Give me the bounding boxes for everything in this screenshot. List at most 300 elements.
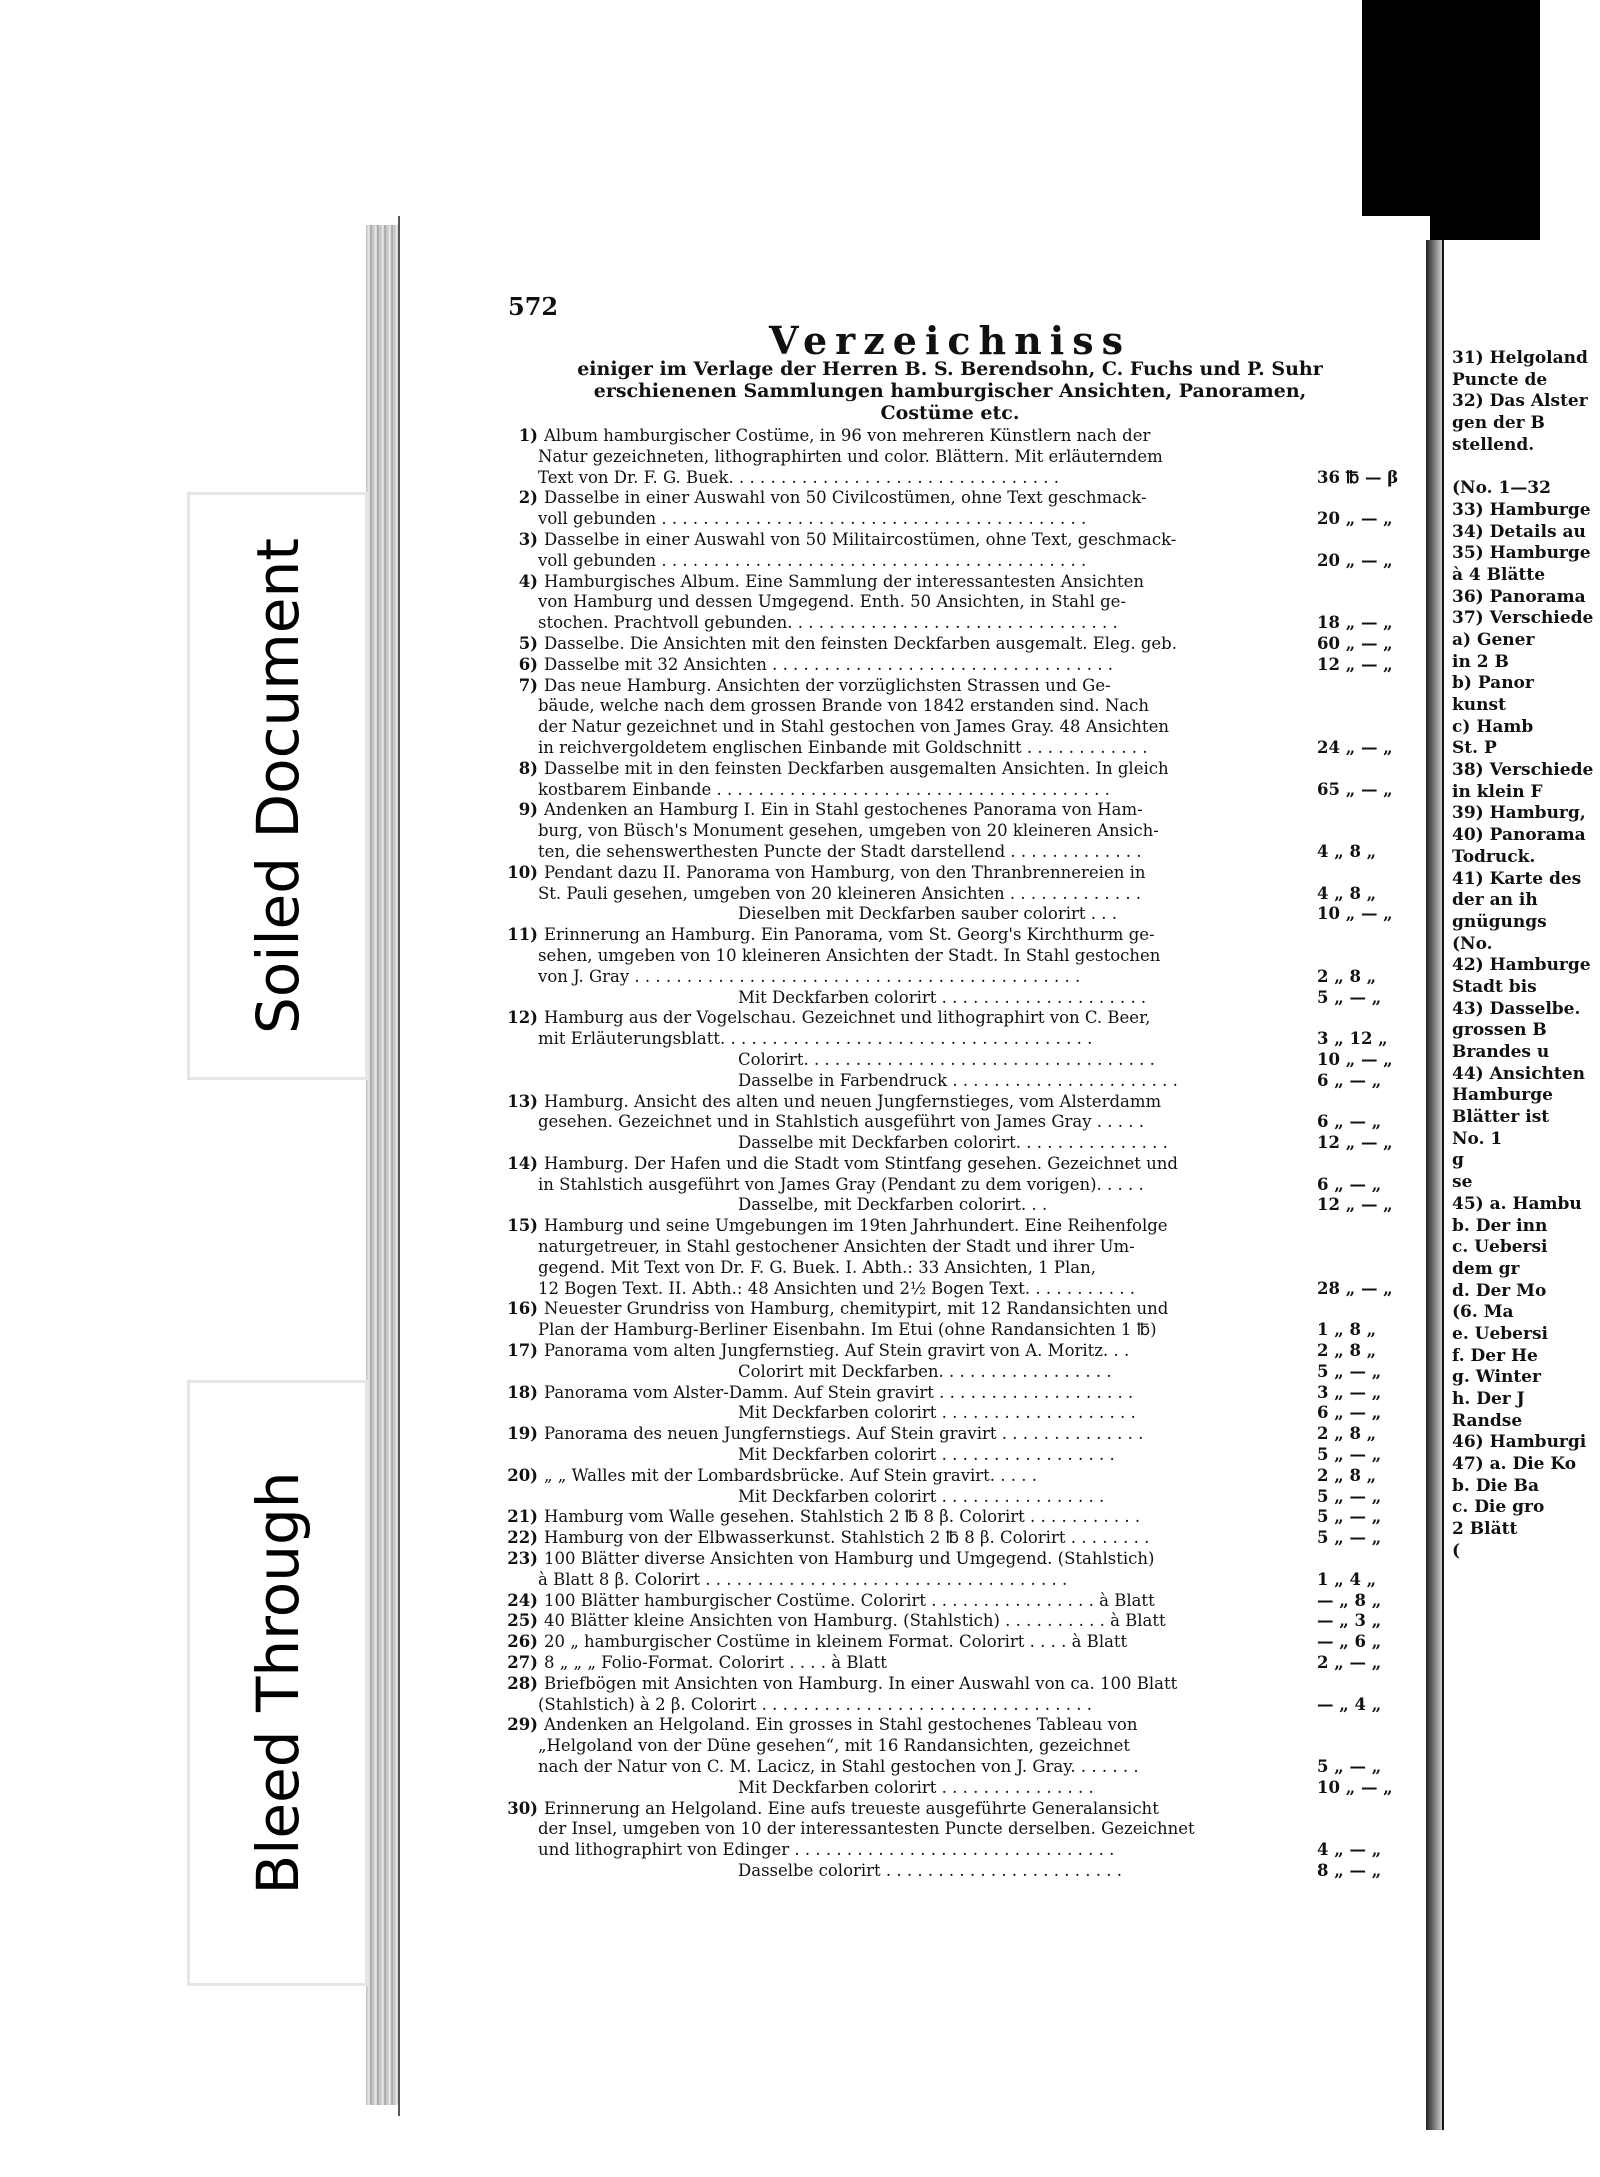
entry-price: 5 „ — „ xyxy=(1317,1528,1382,1548)
right-page-line: kunst xyxy=(1452,695,1506,715)
entry-number: 9) xyxy=(518,800,538,820)
entry-number: 26) xyxy=(507,1632,538,1652)
entry-price: 12 „ — „ xyxy=(1317,1195,1393,1215)
page-title: Verzeichniss xyxy=(769,318,1131,363)
entry-text: Colorirt mit Deckfarben. . . . . . . . . . . . . . . . . xyxy=(738,1361,1112,1381)
entry-price: 5 „ — „ xyxy=(1317,1445,1382,1465)
entry-text: St. Pauli gesehen, umgeben von 20 kleineren Ansichten . . . . . . . . . . . . . xyxy=(538,883,1142,903)
right-page-line: 31) Helgoland xyxy=(1452,348,1588,368)
entry-line xyxy=(500,426,1415,447)
entry-text: kostbarem Einbande . . . . . . . . . . . . . . . . . . . . . . . . . . . . . . . . . . . . . . xyxy=(538,779,1110,799)
right-page-line: der an ih xyxy=(1452,890,1538,911)
catalog-entry xyxy=(500,1799,1415,1882)
entry-price: 65 „ — „ xyxy=(1317,779,1393,799)
entry-price: 1 „ 8 „ xyxy=(1317,1320,1377,1340)
entry-line xyxy=(500,1695,1415,1716)
catalog-entry xyxy=(500,1632,1415,1653)
entry-line xyxy=(500,1133,1415,1154)
entry-price: — „ 3 „ xyxy=(1317,1611,1382,1631)
entry-text: Mit Deckfarben colorirt . . . . . . . . . . . . . . . . . xyxy=(738,1445,1115,1465)
entry-price: 6 „ — „ xyxy=(1317,1174,1382,1194)
entry-line xyxy=(500,1195,1415,1216)
entry-line xyxy=(500,634,1415,655)
catalog-entry xyxy=(500,655,1415,676)
right-page-line: grossen B xyxy=(1452,1020,1547,1041)
right-page-line: dem gr xyxy=(1452,1258,1520,1279)
entry-text: Hamburg aus der Vogelschau. Gezeichnet und lithographirt von C. Beer, xyxy=(544,1008,1151,1028)
entry-number: 10) xyxy=(507,862,538,882)
catalog-entry xyxy=(500,1341,1415,1383)
right-page-line: 37) Verschiede xyxy=(1452,608,1594,629)
catalog-entry xyxy=(500,1299,1415,1341)
entry-line xyxy=(500,1778,1415,1799)
entry-line xyxy=(500,1528,1415,1549)
entry-number: 12) xyxy=(507,1008,538,1028)
entry-line xyxy=(500,1611,1415,1632)
right-page-line: Randse xyxy=(1452,1410,1523,1431)
entry-line xyxy=(500,1216,1415,1237)
entry-text: Hamburg. Der Hafen und die Stadt vom Stintfang gesehen. Gezeichnet und xyxy=(544,1153,1178,1173)
right-page-line: 41) Karte des xyxy=(1452,868,1582,889)
entry-number: 15) xyxy=(507,1216,538,1236)
entry-number: 4) xyxy=(518,571,538,591)
entry-number: 8) xyxy=(518,758,538,778)
catalog-entry xyxy=(500,1383,1415,1425)
entry-number: 19) xyxy=(507,1424,538,1444)
right-page-line: 36) Panorama xyxy=(1452,586,1586,607)
entry-text: Hamburg und seine Umgebungen im 19ten Jahrhundert. Eine Reihenfolge xyxy=(544,1216,1168,1236)
entry-line xyxy=(500,530,1415,551)
entry-line xyxy=(500,1112,1415,1133)
entry-line xyxy=(500,1320,1415,1341)
entry-text: Dieselben mit Deckfarben sauber colorirt . . . xyxy=(738,904,1117,924)
entry-text: voll gebunden . . . . . . . . . . . . . . . . . . . . . . . . . . . . . . . . . . . . . . . . . xyxy=(538,550,1087,570)
entry-text: Plan der Hamburg-Berliner Eisenbahn. Im Etui (ohne Randansichten 1 ℔) xyxy=(538,1320,1157,1340)
entry-line xyxy=(500,1736,1415,1757)
right-page-line: se xyxy=(1452,1172,1473,1193)
right-page-line: in klein F xyxy=(1452,781,1543,802)
entry-price: 12 „ — „ xyxy=(1317,654,1393,674)
entry-text: bäude, welche nach dem grossen Brande von 1842 erstanden sind. Nach xyxy=(538,696,1150,716)
subtitle-line: einiger im Verlage der Herren B. S. Berendsohn, C. Fuchs und P. Suhr xyxy=(577,358,1323,380)
right-page-line: a) Gener xyxy=(1452,629,1535,650)
book-gutter xyxy=(1426,240,1442,2130)
entry-line xyxy=(500,1154,1415,1175)
right-page-line: 38) Verschiede xyxy=(1452,760,1594,781)
catalog-entry xyxy=(500,530,1415,572)
entry-text: Erinnerung an Hamburg. Ein Panorama, vom St. Georg's Kirchthurm ge- xyxy=(544,925,1155,945)
entry-line xyxy=(500,842,1415,863)
right-page-line: Puncte de xyxy=(1452,369,1548,390)
catalog-entry xyxy=(500,759,1415,801)
entry-price: 2 „ 8 „ xyxy=(1317,966,1377,986)
right-page-line: h. Der J xyxy=(1452,1389,1525,1409)
right-page-line: 40) Panorama xyxy=(1452,825,1586,846)
right-page-line: g. Winter xyxy=(1452,1367,1541,1388)
catalog-entry xyxy=(500,1466,1415,1508)
right-page-line: 45) a. Hambu xyxy=(1452,1193,1582,1214)
catalog-entry xyxy=(500,1507,1415,1528)
entry-price: 2 „ 8 „ xyxy=(1317,1341,1377,1361)
entry-line xyxy=(500,1487,1415,1508)
right-page-line: 47) a. Die Ko xyxy=(1452,1454,1577,1475)
entry-text: Panorama vom alten Jungfernstieg. Auf Stein gravirt von A. Moritz. . . xyxy=(544,1341,1130,1361)
entry-text: Dasselbe. Die Ansichten mit den feinsten Deckfarben ausgemalt. Eleg. geb. xyxy=(544,633,1177,653)
right-page-line: gen der B xyxy=(1452,413,1545,434)
entry-text: Dasselbe in einer Auswahl von 50 Civilcostümen, ohne Text geschmack- xyxy=(544,488,1147,508)
entry-price: 10 „ — „ xyxy=(1317,904,1393,924)
subtitle-line: erschienenen Sammlungen hamburgischer Ansichten, Panoramen, xyxy=(593,380,1307,402)
right-page-line: b. Die Ba xyxy=(1452,1475,1540,1496)
entry-text: Mit Deckfarben colorirt . . . . . . . . . . . . . . . . . . . xyxy=(738,1403,1136,1423)
entry-price: 60 „ — „ xyxy=(1317,633,1393,653)
entry-line xyxy=(500,884,1415,905)
entry-text: Dasselbe mit Deckfarben colorirt. . . . . . . . . . . . . . . xyxy=(738,1133,1168,1153)
entry-text: der Natur gezeichnet und in Stahl gestochen von James Gray. 48 Ansichten xyxy=(538,717,1169,737)
entry-number: 16) xyxy=(507,1299,538,1319)
right-page-line: 2 Blätt xyxy=(1452,1519,1518,1540)
entry-price: 6 „ — „ xyxy=(1317,1112,1382,1132)
entry-text: burg, von Büsch's Monument gesehen, umgeben von 20 kleineren Ansich- xyxy=(538,821,1159,841)
entry-line xyxy=(500,967,1415,988)
entry-line xyxy=(500,592,1415,613)
entry-price: 6 „ — „ xyxy=(1317,1070,1382,1090)
entry-line xyxy=(500,676,1415,697)
entry-text: gesehen. Gezeichnet und in Stahlstich ausgeführt von James Gray . . . . . xyxy=(538,1112,1145,1132)
right-page-line: 32) Das Alster xyxy=(1452,391,1588,412)
right-page-line: b) Panor xyxy=(1452,673,1534,694)
entry-text: Dasselbe in Farbendruck . . . . . . . . . . . . . . . . . . . . . . xyxy=(738,1070,1178,1090)
entry-text: Briefbögen mit Ansichten von Hamburg. In einer Auswahl von ca. 100 Blatt xyxy=(544,1673,1178,1693)
catalog-entry xyxy=(500,1528,1415,1549)
entry-text: Album hamburgischer Costüme, in 96 von mehreren Künstlern nach der xyxy=(544,426,1151,445)
entry-line xyxy=(500,1029,1415,1050)
entry-price: 24 „ — „ xyxy=(1317,737,1393,757)
entry-line xyxy=(500,1653,1415,1674)
entry-line xyxy=(500,925,1415,946)
entry-line xyxy=(500,800,1415,821)
entry-text: „ „ Walles mit der Lombardsbrücke. Auf Stein gravirt. . . . . xyxy=(544,1465,1038,1485)
entry-price: 36 ℔ — β xyxy=(1317,467,1399,487)
entry-line xyxy=(500,1715,1415,1736)
entry-text: Dasselbe mit in den feinsten Deckfarben ausgemalten Ansichten. In gleich xyxy=(544,758,1169,778)
right-page-line: c. Die gro xyxy=(1452,1497,1545,1518)
entry-line xyxy=(500,946,1415,967)
entry-text: Andenken an Helgoland. Ein grosses in Stahl gestochenes Tableau von xyxy=(544,1715,1138,1735)
entry-text: der Insel, umgeben von 10 der interessantesten Puncte derselben. Gezeichnet xyxy=(538,1819,1195,1839)
entry-price: 6 „ — „ xyxy=(1317,1403,1382,1423)
entry-text: und lithographirt von Edinger . . . . . . . . . . . . . . . . . . . . . . . . . . . . . . . xyxy=(538,1840,1115,1860)
page-edge-stack xyxy=(366,225,398,2105)
right-page-line: à 4 Blätte xyxy=(1452,564,1546,585)
entry-line xyxy=(500,1445,1415,1466)
soiled-document-label-text: Soiled Document xyxy=(243,538,312,1034)
entry-text: Neuester Grundriss von Hamburg, chemitypirt, mit 12 Randansichten und xyxy=(544,1299,1169,1319)
entry-text: von Hamburg und dessen Umgegend. Enth. 50 Ansichten, in Stahl ge- xyxy=(538,592,1127,612)
catalog-entry xyxy=(500,1611,1415,1632)
entry-text: nach der Natur von C. M. Lacicz, in Stahl gestochen von J. Gray. . . . . . . xyxy=(538,1757,1139,1776)
entry-price: 8 „ — „ xyxy=(1317,1860,1382,1880)
entry-text: Panorama vom Alster-Damm. Auf Stein gravirt . . . . . . . . . . . . . . . . . . . xyxy=(544,1382,1134,1402)
catalog-entry xyxy=(500,488,1415,530)
entry-number: 6) xyxy=(518,654,538,674)
entry-price: 3 „ — „ xyxy=(1317,1382,1382,1402)
entry-price: 2 „ 8 „ xyxy=(1317,1465,1377,1485)
entry-text: Hamburg. Ansicht des alten und neuen Jungfernstieges, vom Alsterdamm xyxy=(544,1091,1162,1111)
right-page-line xyxy=(1452,456,1593,478)
entry-number: 28) xyxy=(507,1673,538,1693)
catalog-entry xyxy=(500,925,1415,1008)
catalog-entry xyxy=(500,1424,1415,1466)
catalog-entry xyxy=(500,572,1415,634)
entry-line xyxy=(500,1799,1415,1820)
entry-line xyxy=(500,488,1415,509)
entry-line xyxy=(500,1424,1415,1445)
entry-text: (Stahlstich) à 2 β. Colorirt . . . . . . . . . . . . . . . . . . . . . . . . . . . . . . . . xyxy=(538,1694,1093,1714)
right-page-line: c) Hamb xyxy=(1452,716,1534,737)
entry-line xyxy=(500,1632,1415,1653)
catalog-entry xyxy=(500,1216,1415,1299)
entry-price: 12 „ — „ xyxy=(1317,1133,1393,1153)
entry-price: 3 „ 12 „ xyxy=(1317,1029,1388,1049)
entry-number: 3) xyxy=(518,529,538,549)
entry-text: Dasselbe in einer Auswahl von 50 Militaircostümen, ohne Text, geschmack- xyxy=(544,529,1177,549)
entry-number: 21) xyxy=(507,1507,538,1527)
right-page-line: ( xyxy=(1452,1540,1461,1561)
page-subtitle xyxy=(500,358,1400,424)
entry-text: von J. Gray . . . . . . . . . . . . . . . . . . . . . . . . . . . . . . . . . . . . . . . . . . . xyxy=(538,966,1081,986)
entry-text: 12 Bogen Text. II. Abth.: 48 Ansichten und 2½ Bogen Text. . . . . . . . . . . xyxy=(538,1278,1136,1298)
right-page-line: 39) Hamburg, xyxy=(1452,803,1586,824)
entry-price: — „ 6 „ xyxy=(1317,1632,1382,1652)
entry-line xyxy=(500,1507,1415,1528)
entry-number: 13) xyxy=(507,1091,538,1111)
catalog-entry xyxy=(500,1591,1415,1612)
entry-line xyxy=(500,1175,1415,1196)
entry-price: 2 „ — „ xyxy=(1317,1653,1382,1673)
entry-text: Panorama des neuen Jungfernstiegs. Auf Stein gravirt . . . . . . . . . . . . . . xyxy=(544,1424,1144,1444)
right-page-line: 43) Dasselbe. xyxy=(1452,998,1581,1019)
right-page-line: Brandes u xyxy=(1452,1042,1550,1062)
page-number: 572 xyxy=(508,292,559,321)
soiled-document-label xyxy=(190,495,365,1077)
entry-line xyxy=(500,1570,1415,1591)
entry-price: 5 „ — „ xyxy=(1317,1486,1382,1506)
right-page-line: gnügungs xyxy=(1452,911,1547,932)
entry-line xyxy=(500,572,1415,593)
entry-number: 17) xyxy=(507,1341,538,1361)
entry-line xyxy=(500,1383,1415,1404)
entry-line xyxy=(500,1466,1415,1487)
entry-number: 11) xyxy=(507,925,538,945)
entry-price: 4 „ 8 „ xyxy=(1317,841,1377,861)
entry-text: Text von Dr. F. G. Buek. . . . . . . . . . . . . . . . . . . . . . . . . . . . . . . . xyxy=(538,467,1059,487)
entry-line xyxy=(500,1674,1415,1695)
entry-line xyxy=(500,1549,1415,1570)
entry-number: 1) xyxy=(518,426,538,445)
entry-line xyxy=(500,447,1415,468)
right-page-line: 34) Details au xyxy=(1452,521,1586,542)
bleed-through-label xyxy=(190,1383,365,1983)
entry-price: 28 „ — „ xyxy=(1317,1278,1393,1298)
entry-text: Andenken an Hamburg I. Ein in Stahl gestochenes Panorama von Ham- xyxy=(544,800,1143,820)
entry-line xyxy=(500,509,1415,530)
entry-line xyxy=(500,1279,1415,1300)
entry-line xyxy=(500,1299,1415,1320)
right-page-line: Stadt bis xyxy=(1452,976,1537,997)
entry-price: 5 „ — „ xyxy=(1317,987,1382,1007)
entry-text: Hamburgisches Album. Eine Sammlung der interessantesten Ansichten xyxy=(544,571,1144,591)
entry-line xyxy=(500,1050,1415,1071)
entry-price: 1 „ 4 „ xyxy=(1317,1569,1377,1589)
entry-text: 40 Blätter kleine Ansichten von Hamburg. (Stahlstich) . . . . . . . . . . à Blatt xyxy=(544,1611,1166,1631)
entry-text: ten, die sehenswerthesten Puncte der Stadt darstellend . . . . . . . . . . . . . xyxy=(538,841,1142,861)
catalog-entry xyxy=(500,634,1415,655)
right-page-line: (No. 1—32 xyxy=(1452,478,1551,499)
entry-price: 5 „ — „ xyxy=(1317,1507,1382,1527)
entry-line xyxy=(500,696,1415,717)
subtitle-line: Costüme etc. xyxy=(880,402,1020,424)
entry-line xyxy=(500,468,1415,489)
right-page-line: stellend. xyxy=(1452,434,1535,455)
entry-line xyxy=(500,1362,1415,1383)
entry-line xyxy=(500,1861,1415,1882)
right-page-line: 46) Hamburgi xyxy=(1452,1432,1587,1453)
entry-price: — „ 4 „ xyxy=(1317,1694,1382,1714)
entry-number: 30) xyxy=(507,1798,538,1818)
entry-number: 7) xyxy=(518,675,538,695)
entry-line xyxy=(500,655,1415,676)
entry-price: 4 „ — „ xyxy=(1317,1840,1382,1860)
entry-number: 5) xyxy=(518,633,538,653)
entry-text: 20 „ hamburgischer Costüme in kleinem Format. Colorirt . . . . à Blatt xyxy=(544,1632,1128,1652)
catalog-entry xyxy=(500,1549,1415,1591)
entry-text: Hamburg vom Walle gesehen. Stahlstich 2 ℔ 8 β. Colorirt . . . . . . . . . . . xyxy=(544,1507,1141,1527)
entry-line xyxy=(500,1403,1415,1424)
entry-text: Pendant dazu II. Panorama von Hamburg, von den Thranbrennereien in xyxy=(544,862,1146,882)
catalog-entry xyxy=(500,863,1415,925)
entry-text: Mit Deckfarben colorirt . . . . . . . . . . . . . . . xyxy=(738,1777,1094,1797)
entry-line xyxy=(500,1008,1415,1029)
entry-text: Mit Deckfarben colorirt . . . . . . . . . . . . . . . . . . . . xyxy=(738,987,1147,1007)
entry-price: 5 „ — „ xyxy=(1317,1757,1382,1776)
entry-price: 2 „ 8 „ xyxy=(1317,1424,1377,1444)
entry-line xyxy=(500,1071,1415,1092)
entry-text: 100 Blätter diverse Ansichten von Hamburg und Umgegend. (Stahlstich) xyxy=(544,1549,1155,1569)
right-page xyxy=(1442,240,1600,2130)
entry-text: 8 „ „ „ Folio-Format. Colorirt . . . . à Blatt xyxy=(544,1653,887,1673)
entry-line xyxy=(500,1819,1415,1840)
entry-text: 100 Blätter hamburgischer Costüme. Colorirt . . . . . . . . . . . . . . . . à Blatt xyxy=(544,1590,1155,1610)
right-page-line: St. P xyxy=(1452,738,1497,759)
entry-text: Dasselbe mit 32 Ansichten . . . . . . . . . . . . . . . . . . . . . . . . . . . . . . . . . xyxy=(544,654,1113,674)
right-page-line: g xyxy=(1452,1150,1464,1171)
entry-number: 2) xyxy=(518,488,538,508)
entry-line xyxy=(500,1591,1415,1612)
entry-text: gegend. Mit Text von Dr. F. G. Buek. I. Abth.: 33 Ansichten, 1 Plan, xyxy=(538,1257,1096,1277)
entry-text: in Stahlstich ausgeführt von James Gray (Pendant zu dem vorigen). . . . . xyxy=(538,1174,1144,1194)
entry-number: 22) xyxy=(507,1528,538,1548)
entry-number: 29) xyxy=(507,1715,538,1735)
entry-line xyxy=(500,1341,1415,1362)
catalog-entry xyxy=(500,426,1415,488)
entry-text: Mit Deckfarben colorirt . . . . . . . . . . . . . . . . xyxy=(738,1486,1105,1506)
entry-text: „Helgoland von der Düne gesehen“, mit 16 Randansichten, gezeichnet xyxy=(538,1736,1131,1756)
right-page-line: Blätter ist xyxy=(1452,1107,1550,1128)
entry-line xyxy=(500,863,1415,884)
right-page-line: No. 1 xyxy=(1452,1128,1503,1149)
entry-line xyxy=(500,1757,1415,1778)
entry-price: 18 „ — „ xyxy=(1317,613,1393,633)
right-page-line: in 2 B xyxy=(1452,651,1509,672)
entry-number: 24) xyxy=(507,1590,538,1610)
entry-text: à Blatt 8 β. Colorirt . . . . . . . . . . . . . . . . . . . . . . . . . . . . . . . . . . . xyxy=(538,1569,1068,1589)
entry-line xyxy=(500,1840,1415,1861)
entry-price: 5 „ — „ xyxy=(1317,1361,1382,1381)
entry-line xyxy=(500,551,1415,572)
right-page-line: 35) Hamburge xyxy=(1452,543,1591,564)
entry-line xyxy=(500,759,1415,780)
right-page-line: (6. Ma xyxy=(1452,1302,1514,1323)
entry-number: 25) xyxy=(507,1611,538,1631)
entry-number: 27) xyxy=(507,1653,538,1673)
entry-number: 20) xyxy=(507,1465,538,1485)
entry-text: Dasselbe, mit Deckfarben colorirt. . . xyxy=(738,1195,1048,1215)
entry-text: stochen. Prachtvoll gebunden. . . . . . . . . . . . . . . . . . . . . . . . . . . . . . . . xyxy=(538,613,1118,633)
entry-line xyxy=(500,738,1415,759)
entry-text: sehen, umgeben von 10 kleineren Ansichten der Stadt. In Stahl gestochen xyxy=(538,945,1161,965)
entry-price: — „ 8 „ xyxy=(1317,1590,1382,1610)
catalog-entry xyxy=(500,1092,1415,1154)
entry-price: 20 „ — „ xyxy=(1317,550,1393,570)
right-page-line: 33) Hamburge xyxy=(1452,499,1591,520)
right-page-line: b. Der inn xyxy=(1452,1215,1548,1236)
entry-line xyxy=(500,613,1415,634)
catalog-entry xyxy=(500,1674,1415,1716)
entry-text: Natur gezeichneten, lithographirten und color. Blättern. Mit erläuterndem xyxy=(538,446,1163,466)
entry-line xyxy=(500,1258,1415,1279)
catalog-entry xyxy=(500,1154,1415,1216)
catalog-entries xyxy=(500,426,1415,1882)
catalog-entry xyxy=(500,1653,1415,1674)
right-page-line: f. Der He xyxy=(1452,1345,1538,1366)
entry-text: naturgetreuer, in Stahl gestochener Ansichten der Stadt und ihrer Um- xyxy=(538,1237,1135,1257)
entry-line xyxy=(500,821,1415,842)
right-page-line: 42) Hamburge xyxy=(1452,955,1591,976)
entry-text: Dasselbe colorirt . . . . . . . . . . . . . . . . . . . . . . . xyxy=(738,1860,1122,1880)
right-page-line: e. Uebersi xyxy=(1452,1323,1548,1344)
right-page-line: 44) Ansichten xyxy=(1452,1063,1585,1084)
entry-line xyxy=(500,1237,1415,1258)
entry-line xyxy=(500,780,1415,801)
entry-line xyxy=(500,988,1415,1009)
right-page-text xyxy=(1452,348,1593,1563)
right-page-line: d. Der Mo xyxy=(1452,1280,1547,1301)
right-page-line: (No. xyxy=(1452,933,1493,954)
entry-number: 18) xyxy=(507,1382,538,1402)
catalog-entry xyxy=(500,800,1415,862)
catalog-entry xyxy=(500,676,1415,759)
entry-price: 20 „ — „ xyxy=(1317,509,1393,529)
catalog-entry xyxy=(500,1008,1415,1091)
entry-price: 10 „ — „ xyxy=(1317,1049,1393,1069)
entry-number: 14) xyxy=(507,1153,538,1173)
entry-text: in reichvergoldetem englischen Einbande mit Goldschnitt . . . . . . . . . . . . xyxy=(538,737,1148,757)
right-page-line: c. Uebersi xyxy=(1452,1237,1548,1258)
entry-line xyxy=(500,904,1415,925)
right-page-line: Todruck. xyxy=(1452,846,1536,867)
entry-text: Das neue Hamburg. Ansichten der vorzüglichsten Strassen und Ge- xyxy=(544,675,1111,695)
